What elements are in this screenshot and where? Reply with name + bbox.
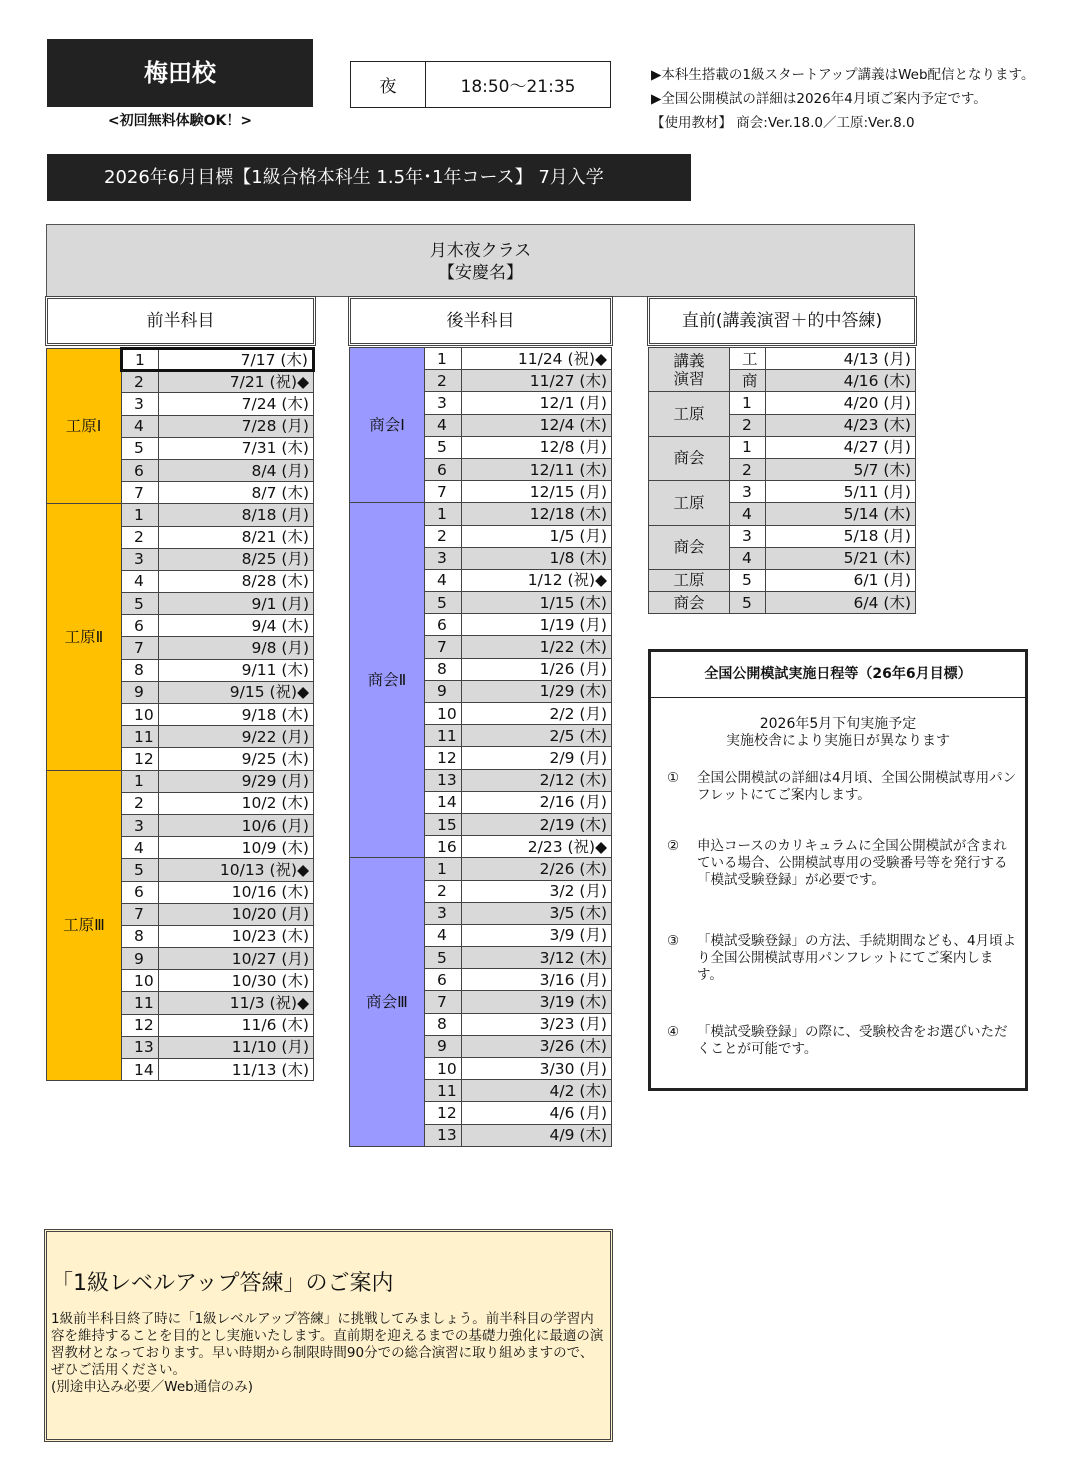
lesson-number: 11: [425, 725, 462, 747]
lesson-number: 9: [122, 948, 159, 970]
lesson-number: 8: [425, 658, 462, 680]
mock-item-mark: ④: [667, 1024, 680, 1040]
lesson-date: 10/20 (月): [159, 903, 314, 925]
lesson-date: 4/27 (月): [766, 436, 916, 458]
lesson-number: 3: [425, 902, 462, 924]
lesson-date: 7/24 (木): [159, 393, 314, 415]
schedule-row: [649, 481, 916, 503]
trial-note: <初回無料体験OK！>: [107, 113, 253, 129]
lesson-date: 6/4 (木): [766, 592, 916, 614]
note-line: ▶本科生搭載の1級スタートアップ講義はWeb配信となります。: [651, 67, 1035, 83]
lesson-date: 9/4 (木): [159, 615, 314, 637]
lesson-date: 9/8 (月): [159, 637, 314, 659]
lesson-date: 4/20 (月): [766, 392, 916, 414]
lesson-date: 1/19 (月): [462, 614, 612, 636]
lesson-date: 12/8 (月): [462, 436, 612, 458]
schedule-row: [649, 525, 916, 547]
lesson-date: 1/29 (木): [462, 680, 612, 702]
lesson-number: 5: [122, 593, 159, 615]
second-half-table: [349, 347, 612, 1147]
lesson-date: 10/13 (祝)◆: [159, 859, 314, 881]
lesson-number: 6: [122, 615, 159, 637]
lesson-number: 工: [730, 348, 766, 370]
lesson-number: 6: [425, 458, 462, 480]
mock-exam-title: 全国公開模試実施日程等（26年6月目標）: [651, 652, 1025, 698]
lesson-date: 10/30 (木): [159, 970, 314, 992]
campus-name: 梅田校: [47, 39, 313, 107]
lesson-number: 3: [730, 481, 766, 503]
lesson-number: 5: [730, 569, 766, 591]
mock-item: [667, 770, 1019, 804]
lesson-number: 7: [425, 481, 462, 503]
subject-cell: 工原Ⅰ: [47, 349, 122, 504]
lesson-number: 7: [425, 636, 462, 658]
lesson-number: 15: [425, 813, 462, 835]
schedule-row: [350, 348, 612, 370]
lesson-number: 7: [122, 482, 159, 504]
level-up-note: (別途申込み必要／Web通信のみ): [51, 1379, 253, 1395]
lesson-date: 2/26 (木): [462, 858, 612, 880]
lesson-date: 3/5 (木): [462, 902, 612, 924]
lesson-number: 3: [122, 393, 159, 415]
class-header: [46, 224, 915, 297]
lesson-date: 10/23 (木): [159, 925, 314, 947]
lesson-date: 3/9 (月): [462, 924, 612, 946]
lesson-date: 2/23 (祝)◆: [462, 836, 612, 858]
lesson-date: 7/28 (月): [159, 415, 314, 437]
lesson-number: 6: [122, 881, 159, 903]
lesson-date: 4/2 (木): [462, 1080, 612, 1102]
lesson-date: 11/10 (月): [159, 1036, 314, 1058]
mock-item-text: 「模試受験登録」の際に、受験校舎をお選びいただくことが可能です。: [697, 1024, 1008, 1057]
lesson-number: 7: [122, 637, 159, 659]
level-up-box: [44, 1229, 613, 1442]
time-label: 夜: [351, 62, 426, 107]
lesson-number: 9: [425, 1035, 462, 1057]
lesson-number: 16: [425, 836, 462, 858]
lesson-date: 5/21 (木): [766, 547, 916, 569]
lesson-number: 2: [122, 526, 159, 548]
lesson-number: 4: [122, 415, 159, 437]
lesson-date: 5/18 (月): [766, 525, 916, 547]
lesson-number: 1: [122, 349, 159, 371]
lesson-date: 12/15 (月): [462, 481, 612, 503]
class-name: 月木夜クラス: [429, 241, 532, 261]
lesson-number: 14: [122, 1059, 159, 1081]
lesson-date: 3/26 (木): [462, 1035, 612, 1057]
first-half-table: [46, 347, 315, 1081]
lesson-number: 6: [425, 969, 462, 991]
lesson-date: 3/30 (月): [462, 1058, 612, 1080]
schedule-row: [350, 858, 612, 880]
mock-item-text: 「模試受験登録」の方法、手続期間なども、4月頃より全国公開模試専用パンフレットにてご案内します。: [697, 933, 1017, 983]
lesson-number: 7: [122, 903, 159, 925]
lesson-date: 2/12 (木): [462, 769, 612, 791]
lesson-date: 8/4 (月): [159, 459, 314, 481]
lesson-date: 2/19 (木): [462, 813, 612, 835]
mock-exam-box: [648, 649, 1028, 1091]
lesson-number: 11: [122, 992, 159, 1014]
course-title: 2026年6月目標【1級合格本科生 1.5年･1年コース】 7月入学: [47, 154, 691, 201]
first-half-header: 前半科目: [45, 296, 316, 346]
lesson-number: 12: [425, 747, 462, 769]
mock-item: [667, 838, 1019, 889]
lesson-number: 14: [425, 791, 462, 813]
lesson-date: 10/16 (木): [159, 881, 314, 903]
lesson-date: 9/25 (木): [159, 748, 314, 770]
subject-cell: 工原: [649, 569, 730, 591]
lesson-number: 13: [122, 1036, 159, 1058]
lesson-date: 8/21 (木): [159, 526, 314, 548]
mock-item: [667, 1024, 1019, 1058]
lesson-date: 3/12 (木): [462, 947, 612, 969]
lesson-number: 5: [425, 947, 462, 969]
lesson-number: 1: [122, 504, 159, 526]
lesson-number: 2: [730, 458, 766, 480]
lesson-number: 13: [425, 1124, 462, 1146]
lesson-number: 13: [425, 769, 462, 791]
subject-cell: 商会Ⅲ: [350, 858, 425, 1146]
lesson-number: 6: [122, 459, 159, 481]
mock-item-text: 申込コースのカリキュラムに全国公開模試が含まれている場合、公開模試専用の受験番号等を発行する「模試受験登録」が必要です。: [697, 838, 1008, 888]
lesson-number: 1: [122, 770, 159, 792]
lesson-date: 8/25 (月): [159, 548, 314, 570]
schedule-row: [649, 436, 916, 458]
lesson-number: 5: [730, 592, 766, 614]
lesson-date: 4/9 (木): [462, 1124, 612, 1146]
lesson-number: 11: [425, 1080, 462, 1102]
lesson-number: 3: [425, 547, 462, 569]
final-table: [648, 347, 916, 614]
notes: [651, 63, 1034, 135]
instructor: 【安慶名】: [438, 263, 523, 283]
lesson-date: 1/26 (月): [462, 658, 612, 680]
subject-cell: 商会Ⅱ: [350, 503, 425, 858]
mock-item-text: 全国公開模試の詳細は4月頃、全国公開模試専用パンフレットにてご案内します。: [697, 770, 1017, 803]
lesson-date: 4/23 (木): [766, 414, 916, 436]
schedule-row: [649, 348, 916, 370]
subject-cell: 商会: [649, 525, 730, 569]
lesson-date: 8/7 (木): [159, 482, 314, 504]
lesson-date: 4/6 (月): [462, 1102, 612, 1124]
lesson-number: 10: [122, 970, 159, 992]
schedule-row: [649, 569, 916, 591]
schedule-row: [47, 770, 314, 792]
lesson-date: 2/9 (月): [462, 747, 612, 769]
final-header: 直前(講義演習＋的中答練): [647, 296, 917, 346]
schedule-row: [649, 392, 916, 414]
lesson-number: 2: [122, 792, 159, 814]
lesson-number: 10: [122, 704, 159, 726]
lesson-date: 1/5 (月): [462, 525, 612, 547]
lesson-number: 5: [122, 437, 159, 459]
lesson-date: 12/11 (木): [462, 458, 612, 480]
mock-item: [667, 933, 1019, 984]
lesson-date: 10/9 (木): [159, 837, 314, 859]
lesson-date: 1/8 (木): [462, 547, 612, 569]
lesson-number: 10: [425, 1058, 462, 1080]
second-half-schedule: [349, 347, 612, 1147]
lesson-number: 12: [122, 748, 159, 770]
lesson-number: 1: [425, 858, 462, 880]
lesson-number: 2: [425, 880, 462, 902]
lesson-date: 12/1 (月): [462, 392, 612, 414]
lesson-number: 4: [425, 569, 462, 591]
lesson-date: 12/4 (木): [462, 414, 612, 436]
lesson-number: 6: [425, 614, 462, 636]
lesson-number: 1: [425, 348, 462, 370]
lesson-date: 11/13 (木): [159, 1059, 314, 1081]
lesson-number: 11: [122, 726, 159, 748]
lesson-date: 11/6 (木): [159, 1014, 314, 1036]
lesson-date: 11/3 (祝)◆: [159, 992, 314, 1014]
schedule-row: [47, 349, 314, 371]
schedule-row: [47, 504, 314, 526]
subject-cell: 商会: [649, 592, 730, 614]
lesson-date: 3/19 (木): [462, 991, 612, 1013]
note-line: ▶全国公開模試の詳細は2026年4月頃ご案内予定です。: [651, 91, 987, 107]
lesson-date: 6/1 (月): [766, 569, 916, 591]
lesson-number: 1: [730, 436, 766, 458]
lesson-date: 7/21 (祝)◆: [159, 371, 314, 393]
note-line: 【使用教材】 商会:Ver.18.0／工原:Ver.8.0: [651, 115, 915, 131]
mock-item-mark: ①: [667, 770, 680, 786]
lesson-date: 9/11 (木): [159, 659, 314, 681]
lesson-number: 4: [425, 924, 462, 946]
level-up-body: 1級前半科目終了時に「1級レベルアップ答練」に挑戦してみましょう。前半科目の学習内容を維持することを目的とし実施いたします。直前期を迎えるまでの基礎力強化に最適の演習教材となっております。早い時期から制限時間90分での総合演習に取り組めますので、ぜひご活用ください。: [51, 1311, 604, 1378]
level-up-title: 「1級レベルアップ答練」のご案内: [51, 1271, 394, 1296]
lesson-number: 12: [425, 1102, 462, 1124]
subject-cell: 工原Ⅱ: [47, 504, 122, 770]
lesson-number: 10: [425, 703, 462, 725]
subject-cell: 工原: [649, 392, 730, 436]
lesson-number: 8: [122, 659, 159, 681]
lesson-number: 5: [122, 859, 159, 881]
lesson-date: 12/18 (木): [462, 503, 612, 525]
schedule-row: [350, 503, 612, 525]
lesson-number: 3: [425, 392, 462, 414]
lesson-date: 5/7 (木): [766, 458, 916, 480]
mock-intro-line: 2026年5月下旬実施予定: [759, 716, 917, 732]
lesson-number: 4: [122, 570, 159, 592]
lesson-number: 5: [425, 592, 462, 614]
lesson-number: 8: [122, 925, 159, 947]
lesson-number: 4: [730, 503, 766, 525]
lesson-number: 4: [730, 547, 766, 569]
lesson-number: 3: [122, 814, 159, 836]
time-range: 18:50～21:35: [460, 77, 576, 97]
lesson-date: 8/18 (月): [159, 504, 314, 526]
lesson-date: 2/2 (月): [462, 703, 612, 725]
lesson-number: 5: [425, 436, 462, 458]
lesson-number: 2: [425, 525, 462, 547]
lesson-number: 9: [425, 680, 462, 702]
lesson-number: 1: [425, 503, 462, 525]
subject-cell: 工原: [649, 481, 730, 525]
final-schedule: [648, 347, 916, 614]
second-half-header: 後半科目: [348, 296, 613, 346]
lesson-date: 2/5 (木): [462, 725, 612, 747]
lesson-number: 4: [122, 837, 159, 859]
subject-cell: 商会Ⅰ: [350, 348, 425, 503]
lesson-date: 11/27 (木): [462, 370, 612, 392]
lesson-date: 9/1 (月): [159, 593, 314, 615]
lesson-date: 1/15 (木): [462, 592, 612, 614]
lesson-number: 12: [122, 1014, 159, 1036]
lesson-date: 2/16 (月): [462, 791, 612, 813]
mock-item-mark: ③: [667, 933, 680, 949]
lesson-number: 2: [425, 370, 462, 392]
lesson-number: 9: [122, 681, 159, 703]
lesson-date: 8/28 (木): [159, 570, 314, 592]
lesson-date: 10/6 (月): [159, 814, 314, 836]
lesson-date: 9/22 (月): [159, 726, 314, 748]
mock-exam-intro: [651, 716, 1025, 750]
lesson-number: 2: [122, 371, 159, 393]
lesson-date: 5/11 (月): [766, 481, 916, 503]
schedule-row: [649, 592, 916, 614]
lesson-number: 3: [730, 525, 766, 547]
subject-cell: 講義 演習: [649, 348, 730, 392]
mock-intro-line: 実施校舎により実施日が異なります: [726, 733, 950, 749]
lesson-date: 4/13 (月): [766, 348, 916, 370]
class-time-box: [350, 61, 611, 108]
lesson-date: 3/2 (月): [462, 880, 612, 902]
lesson-number: 8: [425, 1013, 462, 1035]
first-half-schedule: [46, 347, 315, 1081]
lesson-date: 3/16 (月): [462, 969, 612, 991]
lesson-date: 5/14 (木): [766, 503, 916, 525]
lesson-date: 11/24 (祝)◆: [462, 348, 612, 370]
lesson-number: 2: [730, 414, 766, 436]
lesson-number: 1: [730, 392, 766, 414]
lesson-number: 3: [122, 548, 159, 570]
lesson-date: 7/31 (木): [159, 437, 314, 459]
lesson-date: 10/27 (月): [159, 948, 314, 970]
mock-item-mark: ②: [667, 838, 680, 854]
lesson-number: 商: [730, 370, 766, 392]
lesson-date: 9/29 (月): [159, 770, 314, 792]
lesson-date: 7/17 (木): [159, 349, 314, 371]
lesson-number: 7: [425, 991, 462, 1013]
lesson-date: 9/18 (木): [159, 704, 314, 726]
lesson-number: 4: [425, 414, 462, 436]
subject-cell: 工原Ⅲ: [47, 770, 122, 1081]
subject-cell: 商会: [649, 436, 730, 480]
lesson-date: 1/12 (祝)◆: [462, 569, 612, 591]
lesson-date: 10/2 (木): [159, 792, 314, 814]
lesson-date: 1/22 (木): [462, 636, 612, 658]
lesson-date: 4/16 (木): [766, 370, 916, 392]
lesson-date: 3/23 (月): [462, 1013, 612, 1035]
lesson-date: 9/15 (祝)◆: [159, 681, 314, 703]
